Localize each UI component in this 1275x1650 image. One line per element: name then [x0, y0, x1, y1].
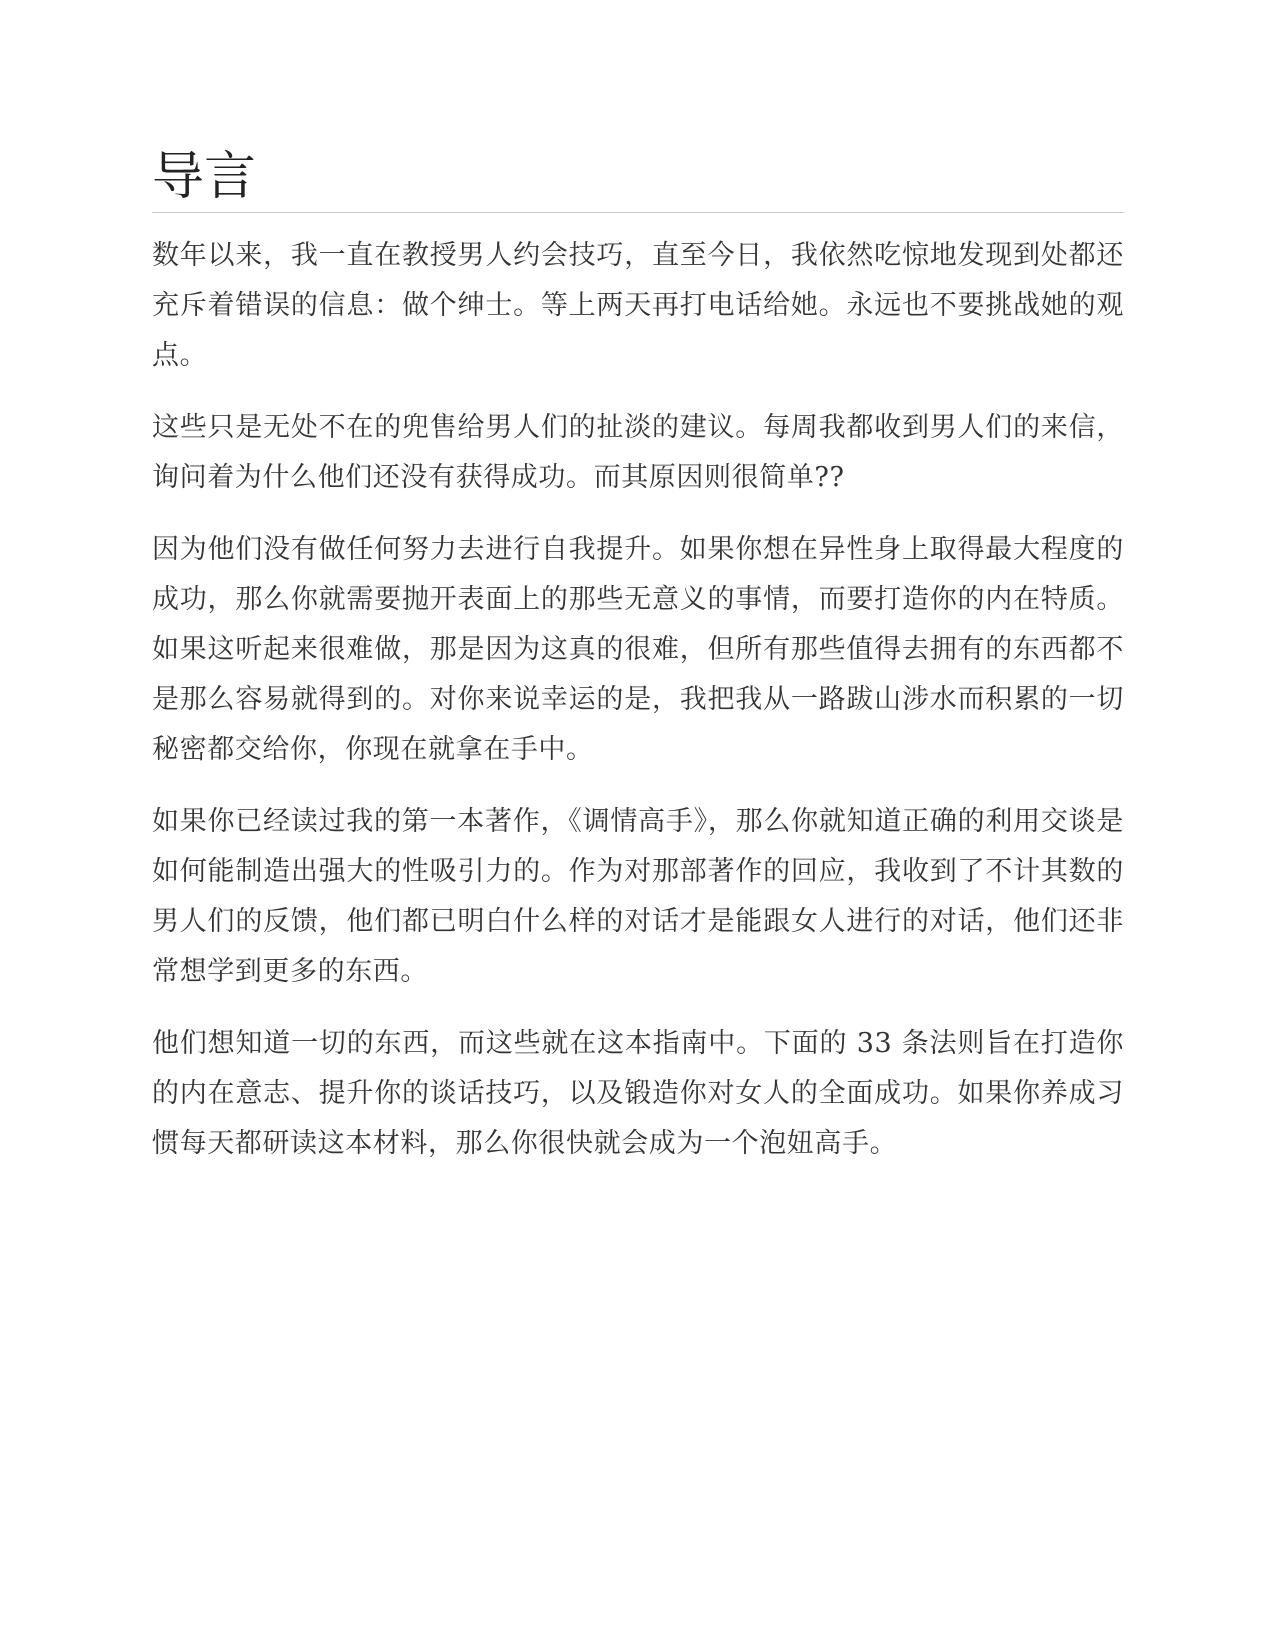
paragraph-3: 因为他们没有做任何努力去进行自我提升。如果你想在异性身上取得最大程度的成功，那么你就需要抛开表面上的那些无意义的事情，而要打造你的内在特质。如果这听起来很难做，那是因为这真的很难，但所有那些值得去拥有的东西都不是那么容易就得到的。对你来说幸运的是，我把我从一路跋山涉水而积累的一切秘密都交给你，你现在就拿在手中。 [152, 534, 1124, 765]
paragraph-4: 如果你已经读过我的第一本著作，《调情高手》，那么你就知道正确的利用交谈是如何能制造出强大的性吸引力的。作为对那部著作的回应，我收到了不计其数的男人们的反馈，他们都已明白什么样的对话才是能跟女人进行的对话，他们还非常想学到更多的东西。 [152, 806, 1124, 987]
paragraph-2: 这些只是无处不在的兜售给男人们的扯淡的建议。每周我都收到男人们的来信，询问着为什么他们还没有获得成功。而其原因则很简单?? [152, 412, 1124, 493]
paragraph-5: 他们想知道一切的东西，而这些就在这本指南中。下面的 33 条法则旨在打造你的内在意志、提升你的谈话技巧，以及锻造你对女人的全面成功。如果你养成习惯每天都研读这本材料，那么你很快就会成为一个泡妞高手。 [152, 1028, 1124, 1159]
document-page [152, 148, 1124, 1191]
document-body [152, 231, 1124, 1169]
page-title: 导言 [152, 148, 1124, 213]
paragraph-1: 数年以来，我一直在教授男人约会技巧，直至今日，我依然吃惊地发现到处都还充斥着错误的信息：做个绅士。等上两天再打电话给她。永远也不要挑战她的观点。 [152, 240, 1124, 371]
